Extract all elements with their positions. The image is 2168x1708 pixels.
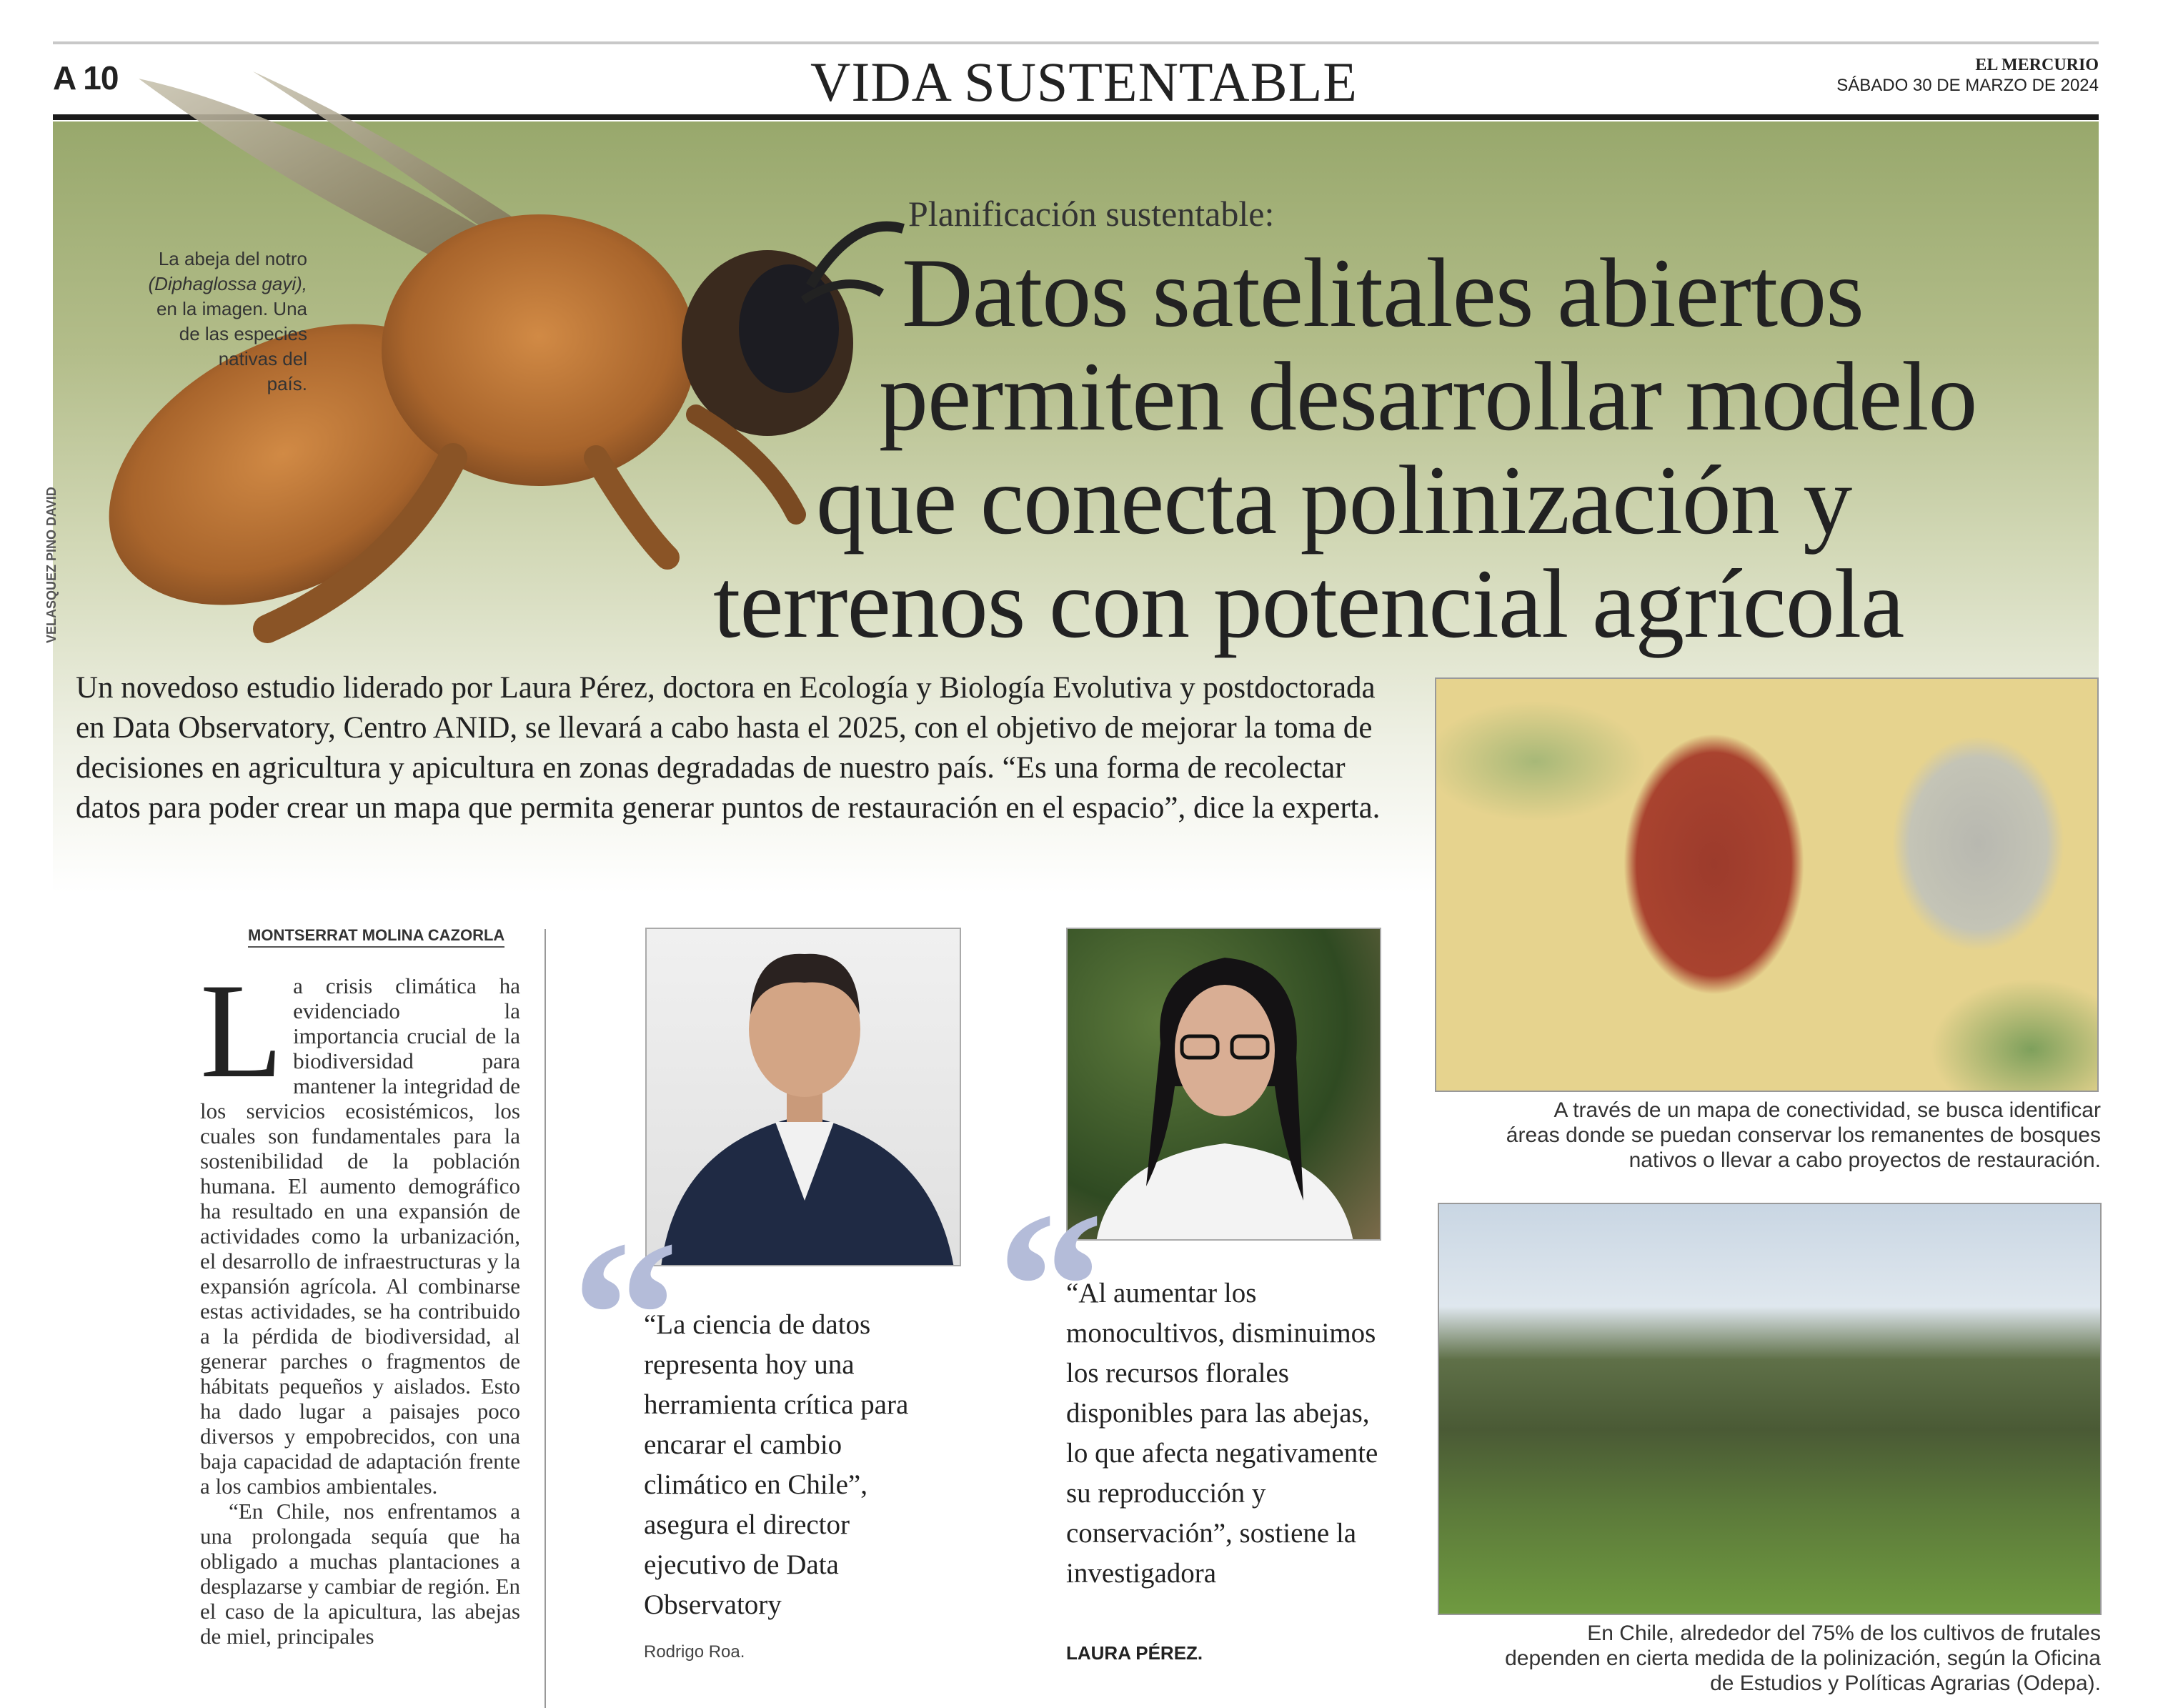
column-divider [545,929,546,1708]
caption-line: (Diphaglossa gayi), [148,273,307,294]
caption-line: país. [267,373,307,394]
paragraph: a crisis climática ha evidenciado la importancia crucial de la biodiversidad para mantener la integridad de los servicios ecosistémicos, los cuales son fundamentales para la sostenibilidad de la población humana. El aumento demográfico ha resultado en una expansión de actividades como la urbanización, el desarrollo de infraestructuras y la expansión agrícola. Al combinarse estas actividades, se ha contribuido a la pérdida de biodiversidad, al generar parches o fragmentos de hábitats pequeños y aislados. Esto ha dado lugar a paisajes poco diversos y empobrecidos, con una baja capacidad de adaptación frente a los cambios ambientales. [200,973,520,1499]
caption-line: en la imagen. Una [156,298,307,319]
drop-cap: L [200,956,284,1106]
portrait-illustration [647,929,961,1266]
headline-line: terrenos con potencial agrícola [713,549,1904,658]
lede: Un novedoso estudio liderado por Laura Pérez, doctora en Ecología y Biología Evolutiva y postdoctorada en Data Observatory, Centro ANID, se llevará a cabo hasta el 2025, con el objetivo de mejorar la toma de decisiones en agricultura y apicultura en zonas degradadas de nuestro país. “Es una forma de recolectar datos para poder crear un mapa que permita generar puntos de restauración en el espacio”, dice la experta. [76,671,1381,825]
newspaper-name: EL MERCURIO [1975,56,2099,74]
connectivity-map-image [1435,677,2099,1092]
landscape-photo [1438,1203,2102,1615]
bee-photo-caption [79,247,307,397]
portrait-illustration [1068,929,1381,1241]
rodrigo-roa-photo [645,928,961,1266]
photo-caption: LAURA PÉREZ. [1066,1642,1203,1664]
pull-quote: “La ciencia de datos representa hoy una herramienta crítica para encarar el cambio climático en Chile”, asegura el director ejecutivo de Data Observatory [644,1309,909,1620]
kicker: Planificación sustentable: [908,194,1275,234]
caption-line: de las especies [179,323,307,344]
caption-line: nativas del [218,348,307,369]
page-number: A 10 [53,59,119,96]
article-body [200,956,520,1649]
headline-line: que conecta polinización y [816,445,1852,555]
section-title: VIDA SUSTENTABLE [810,51,1358,113]
caption-line: La abeja del notro [158,248,307,269]
map-caption: A través de un mapa de conectividad, se busca identificar áreas donde se puedan conservar los remanentes de bosques nativos o llevar a cabo proyectos de restauración. [1506,1098,2101,1172]
headline-line: Datos satelitales abiertos [902,238,1864,347]
paragraph: “En Chile, nos enfrentamos a una prolongada sequía que ha obligado a muchas plantaciones a desplazarse y cambiar de región. En el caso de la apicultura, las abejas de miel, principales [200,1499,520,1649]
photo-caption: Rodrigo Roa. [644,1642,745,1662]
top-rule [53,41,2099,44]
issue-date: SÁBADO 30 DE MARZO DE 2024 [1836,76,2099,95]
quote-mark-icon: “ [572,1196,679,1434]
headline-line: permiten desarrollar modelo [879,342,1977,451]
laura-perez-photo [1066,928,1381,1241]
photo-credit: VELASQUEZ PINO DAVID [44,487,59,643]
landscape-caption: En Chile, alrededor del 75% de los cultivos de frutales dependen en cierta medida de la polinización, según la Oficina de Estudios y Políticas Agrarias (Odepa). [1505,1622,2101,1695]
quote-mark-icon: “ [997,1168,1104,1405]
pull-quote: “Al aumentar los monocultivos, disminuimos los recursos florales disponibles para las abejas, lo que afecta negativamente su reproducción y conservación”, sostiene la investigadora [1066,1278,1378,1589]
byline: MONTSERRAT MOLINA CAZORLA [248,926,504,948]
